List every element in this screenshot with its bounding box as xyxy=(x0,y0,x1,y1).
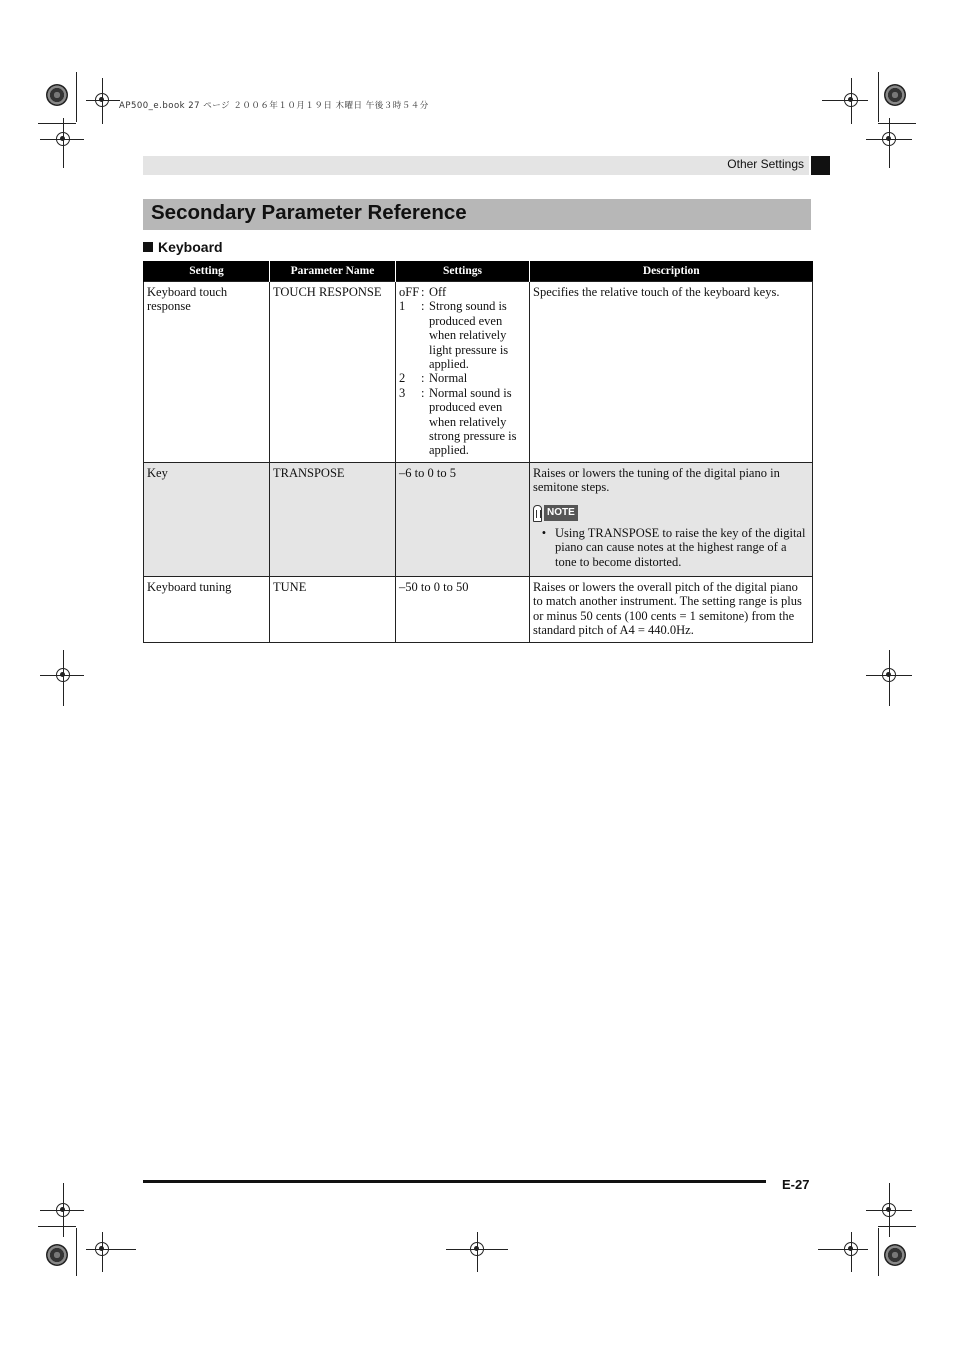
column-header-parameter-name: Parameter Name xyxy=(270,261,396,282)
settings-cell: –50 to 0 to 50 xyxy=(396,576,530,642)
settings-cell xyxy=(396,282,530,463)
crosshair-icon xyxy=(844,1242,858,1256)
note-text: Using TRANSPOSE to raise the key of the digital piano can cause notes at the highest range of a tone to become distorted. xyxy=(555,525,806,569)
table-row xyxy=(144,462,813,576)
note-badge xyxy=(533,505,809,522)
crosshair-icon xyxy=(844,93,858,107)
description-cell: Specifies the relative touch of the keyboard keys. xyxy=(530,282,813,463)
option-item: 3 : Normal sound is produced even when relatively strong pressure is applied. xyxy=(399,386,526,458)
square-bullet-icon xyxy=(143,242,153,252)
note-label: NOTE xyxy=(544,505,578,521)
parameter-table xyxy=(143,261,813,643)
crosshair-icon xyxy=(95,1242,109,1256)
crosshair-icon xyxy=(882,132,896,146)
table-row xyxy=(144,282,813,463)
crosshair-icon xyxy=(882,1203,896,1217)
description-cell: Raises or lowers the overall pitch of the digital piano to match another instrument. The setting range is plus or minus 50 cents (100 cents = 1 semitone) from the standard pitch of A4 = 440.0Hz. xyxy=(530,576,813,642)
note-item xyxy=(533,526,809,569)
option-value: Normal sound is produced even when relatively strong pressure is applied. xyxy=(429,385,517,458)
settings-cell: –6 to 0 to 5 xyxy=(396,462,530,576)
page-number: E-27 xyxy=(782,1177,810,1192)
registration-disc-icon xyxy=(46,84,68,106)
footer-rule xyxy=(143,1180,766,1183)
table-header-row xyxy=(144,261,813,282)
print-info: AP500_e.book 27 ページ ２００６年１０月１９日 木曜日 午後３時５４分 xyxy=(119,101,429,111)
option-value: Normal xyxy=(429,371,468,386)
subsection-title: Keyboard xyxy=(158,239,223,255)
registration-disc-icon xyxy=(884,1244,906,1266)
column-header-setting: Setting xyxy=(144,261,270,282)
setting-cell: Keyboard touch response xyxy=(144,282,270,463)
column-header-description: Description xyxy=(530,261,813,282)
pencil-icon xyxy=(533,505,542,522)
option-key: oFF xyxy=(399,285,420,299)
setting-cell: Key xyxy=(144,462,270,576)
bullet-icon: • xyxy=(541,525,547,540)
registration-disc-icon xyxy=(46,1244,68,1266)
subsection-heading xyxy=(143,239,223,255)
option-item: oFF : Off xyxy=(399,285,526,299)
registration-disc-icon xyxy=(884,84,906,106)
option-value: Strong sound is produced even when relatively light pressure is applied. xyxy=(429,299,509,372)
description-cell xyxy=(530,462,813,576)
crosshair-icon xyxy=(470,1242,484,1256)
option-key: 3 xyxy=(399,385,406,400)
crosshair-icon xyxy=(56,1203,70,1217)
option-item: 2 : Normal xyxy=(399,371,526,385)
option-key: 2 xyxy=(399,371,406,386)
parameter-cell: TOUCH RESPONSE xyxy=(270,282,396,463)
running-header-tab xyxy=(811,156,830,175)
crosshair-icon xyxy=(56,668,70,682)
description-text: Raises or lowers the tuning of the digital piano in semitone steps. xyxy=(533,465,780,495)
option-key: 1 xyxy=(399,299,406,314)
option-value: Off xyxy=(429,285,447,299)
section-title: Secondary Parameter Reference xyxy=(151,201,467,224)
option-item: 1 : Strong sound is produced even when relatively light pressure is applied. xyxy=(399,299,526,371)
crosshair-icon xyxy=(95,93,109,107)
column-header-settings: Settings xyxy=(396,261,530,282)
parameter-cell: TUNE xyxy=(270,576,396,642)
running-header-bar xyxy=(143,156,809,175)
setting-cell: Keyboard tuning xyxy=(144,576,270,642)
table-row xyxy=(144,576,813,642)
crosshair-icon xyxy=(56,132,70,146)
crosshair-icon xyxy=(882,668,896,682)
running-header: Other Settings xyxy=(727,157,804,171)
parameter-cell: TRANSPOSE xyxy=(270,462,396,576)
